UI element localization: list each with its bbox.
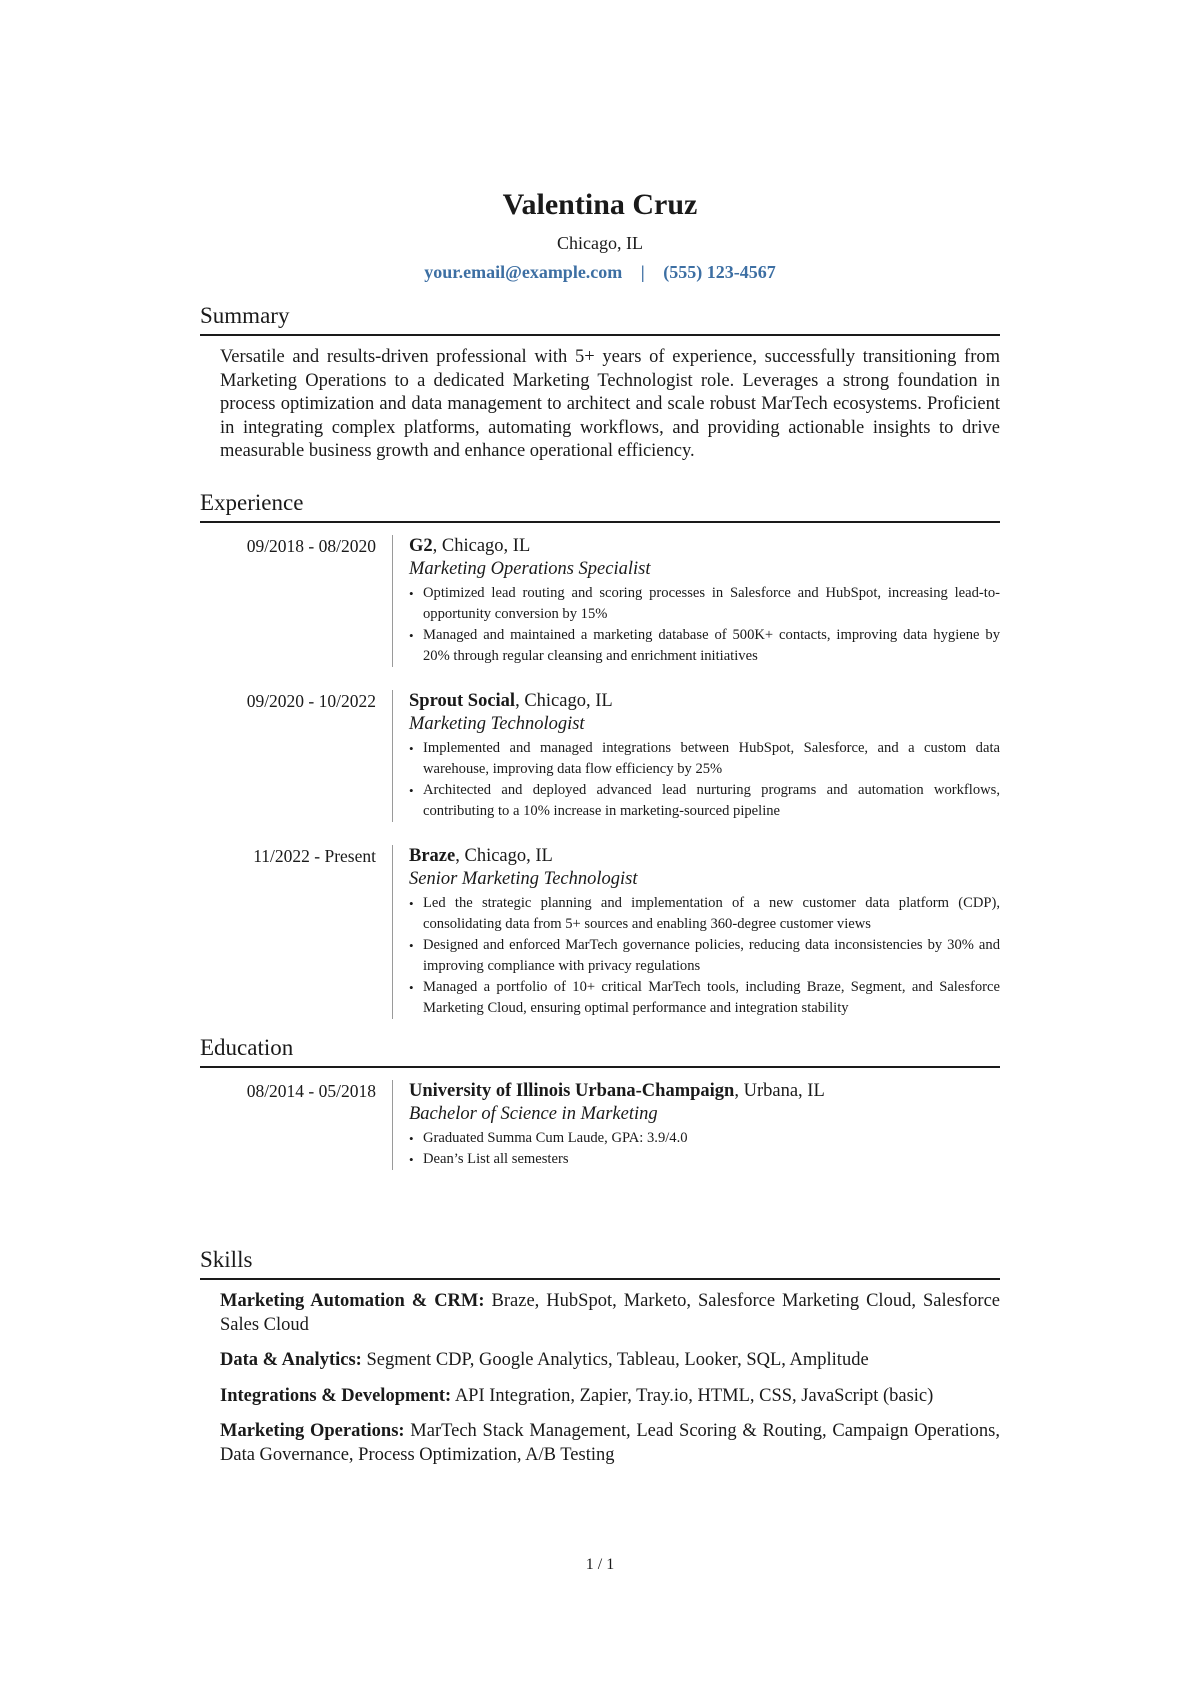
skill-category: Data & Analytics: <box>220 1350 362 1370</box>
bullet-list <box>409 583 1000 667</box>
skill-row <box>220 1290 1000 1337</box>
experience-entry <box>200 535 1000 667</box>
job-title: Senior Marketing Technologist <box>409 869 638 889</box>
bullet-item: • Dean’s List all semesters <box>409 1149 1000 1170</box>
entry-heading <box>409 690 1000 713</box>
summary-text: Versatile and results-driven professional with 5+ years of experience, successfully transitioning from Marketing Operations to a dedicated Marketing Technologist role. Leverages a strong foundation in process optimization and data management to architect and scale robust MarTech ecosystems. Proficient in integrating complex platforms, automating workflows, and providing actionable insights to drive measurable business growth and enhance operational efficiency. <box>220 347 1000 461</box>
skill-list: API Integration, Zapier, Tray.io, HTML, CSS, JavaScript (basic) <box>451 1385 934 1406</box>
bullet-item: • Architected and deployed advanced lead nurturing programs and automation workflows, contributing to a 10% increase in marketing-sourced pipeline <box>409 780 1000 822</box>
bullet-item: • Led the strategic planning and implementation of a new customer data platform (CDP), consolidating data from 5+ sources and enabling 360-degree customer views <box>409 893 1000 935</box>
bullet-list <box>409 738 1000 822</box>
contact-line <box>200 260 1000 284</box>
entry-body <box>392 1080 1000 1170</box>
bullet-item: • Implemented and managed integrations between HubSpot, Salesforce, and a custom data warehouse, improving data flow efficiency by 25% <box>409 738 1000 780</box>
school-name: University of Illinois Urbana-Champaign <box>409 1081 735 1101</box>
resume-page <box>200 0 1000 1683</box>
skill-row <box>220 1420 1000 1467</box>
phone-link[interactable]: (555) 123-4567 <box>663 262 776 282</box>
page-number: 1 / 1 <box>585 1556 615 1573</box>
company-location: , Chicago, IL <box>515 691 613 711</box>
section-title-skills: Skills <box>200 1246 1000 1280</box>
degree-title: Bachelor of Science in Marketing <box>409 1104 658 1124</box>
skill-row <box>220 1349 1000 1373</box>
entry-dates: 09/2020 - 10/2022 <box>246 691 376 711</box>
skill-list: Braze, HubSpot, Marketo, Salesforce Marketing Cloud, Salesforce Sales Cloud <box>220 1291 1000 1335</box>
resume-header <box>200 188 1000 284</box>
bullet-item: • Designed and enforced MarTech governance policies, reducing data inconsistencies by 30% and improving compliance with privacy regulations <box>409 935 1000 977</box>
job-title: Marketing Operations Specialist <box>409 559 651 579</box>
section-title-experience: Experience <box>200 489 1000 523</box>
email-link[interactable]: your.email@example.com <box>424 262 623 282</box>
company-name: Sprout Social <box>409 691 516 711</box>
experience-entry <box>200 690 1000 822</box>
entry-heading <box>409 535 1000 558</box>
bullet-list <box>409 893 1000 1019</box>
company-location: , Chicago, IL <box>455 846 553 866</box>
experience-section <box>200 489 1000 1019</box>
skill-list: MarTech Stack Management, Lead Scoring & Routing, Campaign Operations, Data Governance, Process Optimization, A/B Testing <box>220 1421 1000 1465</box>
entry-body <box>392 690 1000 822</box>
skills-section <box>200 1246 1000 1479</box>
bullet-item: • Managed and maintained a marketing database of 500K+ contacts, improving data hygiene by 20% through regular cleansing and enrichment initiatives <box>409 625 1000 667</box>
entry-dates: 09/2018 - 08/2020 <box>246 536 376 556</box>
entry-dates: 11/2022 - Present <box>253 846 376 866</box>
skill-category: Marketing Automation & CRM: <box>220 1291 485 1311</box>
bullet-list <box>409 1128 1000 1170</box>
entry-heading <box>409 1080 1000 1103</box>
section-title-summary: Summary <box>200 302 1000 336</box>
education-section <box>200 1034 1000 1170</box>
bullet-item: • Managed a portfolio of 10+ critical MarTech tools, including Braze, Segment, and Salesforce Marketing Cloud, ensuring optimal performance and integration stability <box>409 977 1000 1019</box>
company-location: , Chicago, IL <box>432 536 531 556</box>
bullet-item: • Optimized lead routing and scoring processes in Salesforce and HubSpot, increasing lead-to-opportunity conversion by 15% <box>409 583 1000 625</box>
education-entry <box>200 1080 1000 1170</box>
school-location: , Urbana, IL <box>734 1081 825 1101</box>
job-title: Marketing Technologist <box>409 714 585 734</box>
bullet-item: • Graduated Summa Cum Laude, GPA: 3.9/4.0 <box>409 1128 1000 1149</box>
candidate-location: Chicago, IL <box>557 233 643 253</box>
entry-heading <box>409 845 1000 868</box>
entry-body <box>392 845 1000 1019</box>
skill-row <box>220 1385 1000 1409</box>
contact-separator: | <box>640 262 645 282</box>
skill-category: Marketing Operations: <box>220 1421 405 1441</box>
summary-section <box>200 302 1000 464</box>
company-name: Braze <box>409 846 456 866</box>
skill-category: Integrations & Development: <box>220 1385 452 1406</box>
experience-entry <box>200 845 1000 1019</box>
entry-body <box>392 535 1000 667</box>
section-title-education: Education <box>200 1034 1000 1068</box>
skill-list: Segment CDP, Google Analytics, Tableau, Looker, SQL, Amplitude <box>361 1350 869 1370</box>
candidate-name: Valentina Cruz <box>502 188 698 221</box>
company-name: G2 <box>409 536 433 556</box>
entry-dates: 08/2014 - 05/2018 <box>246 1081 376 1101</box>
